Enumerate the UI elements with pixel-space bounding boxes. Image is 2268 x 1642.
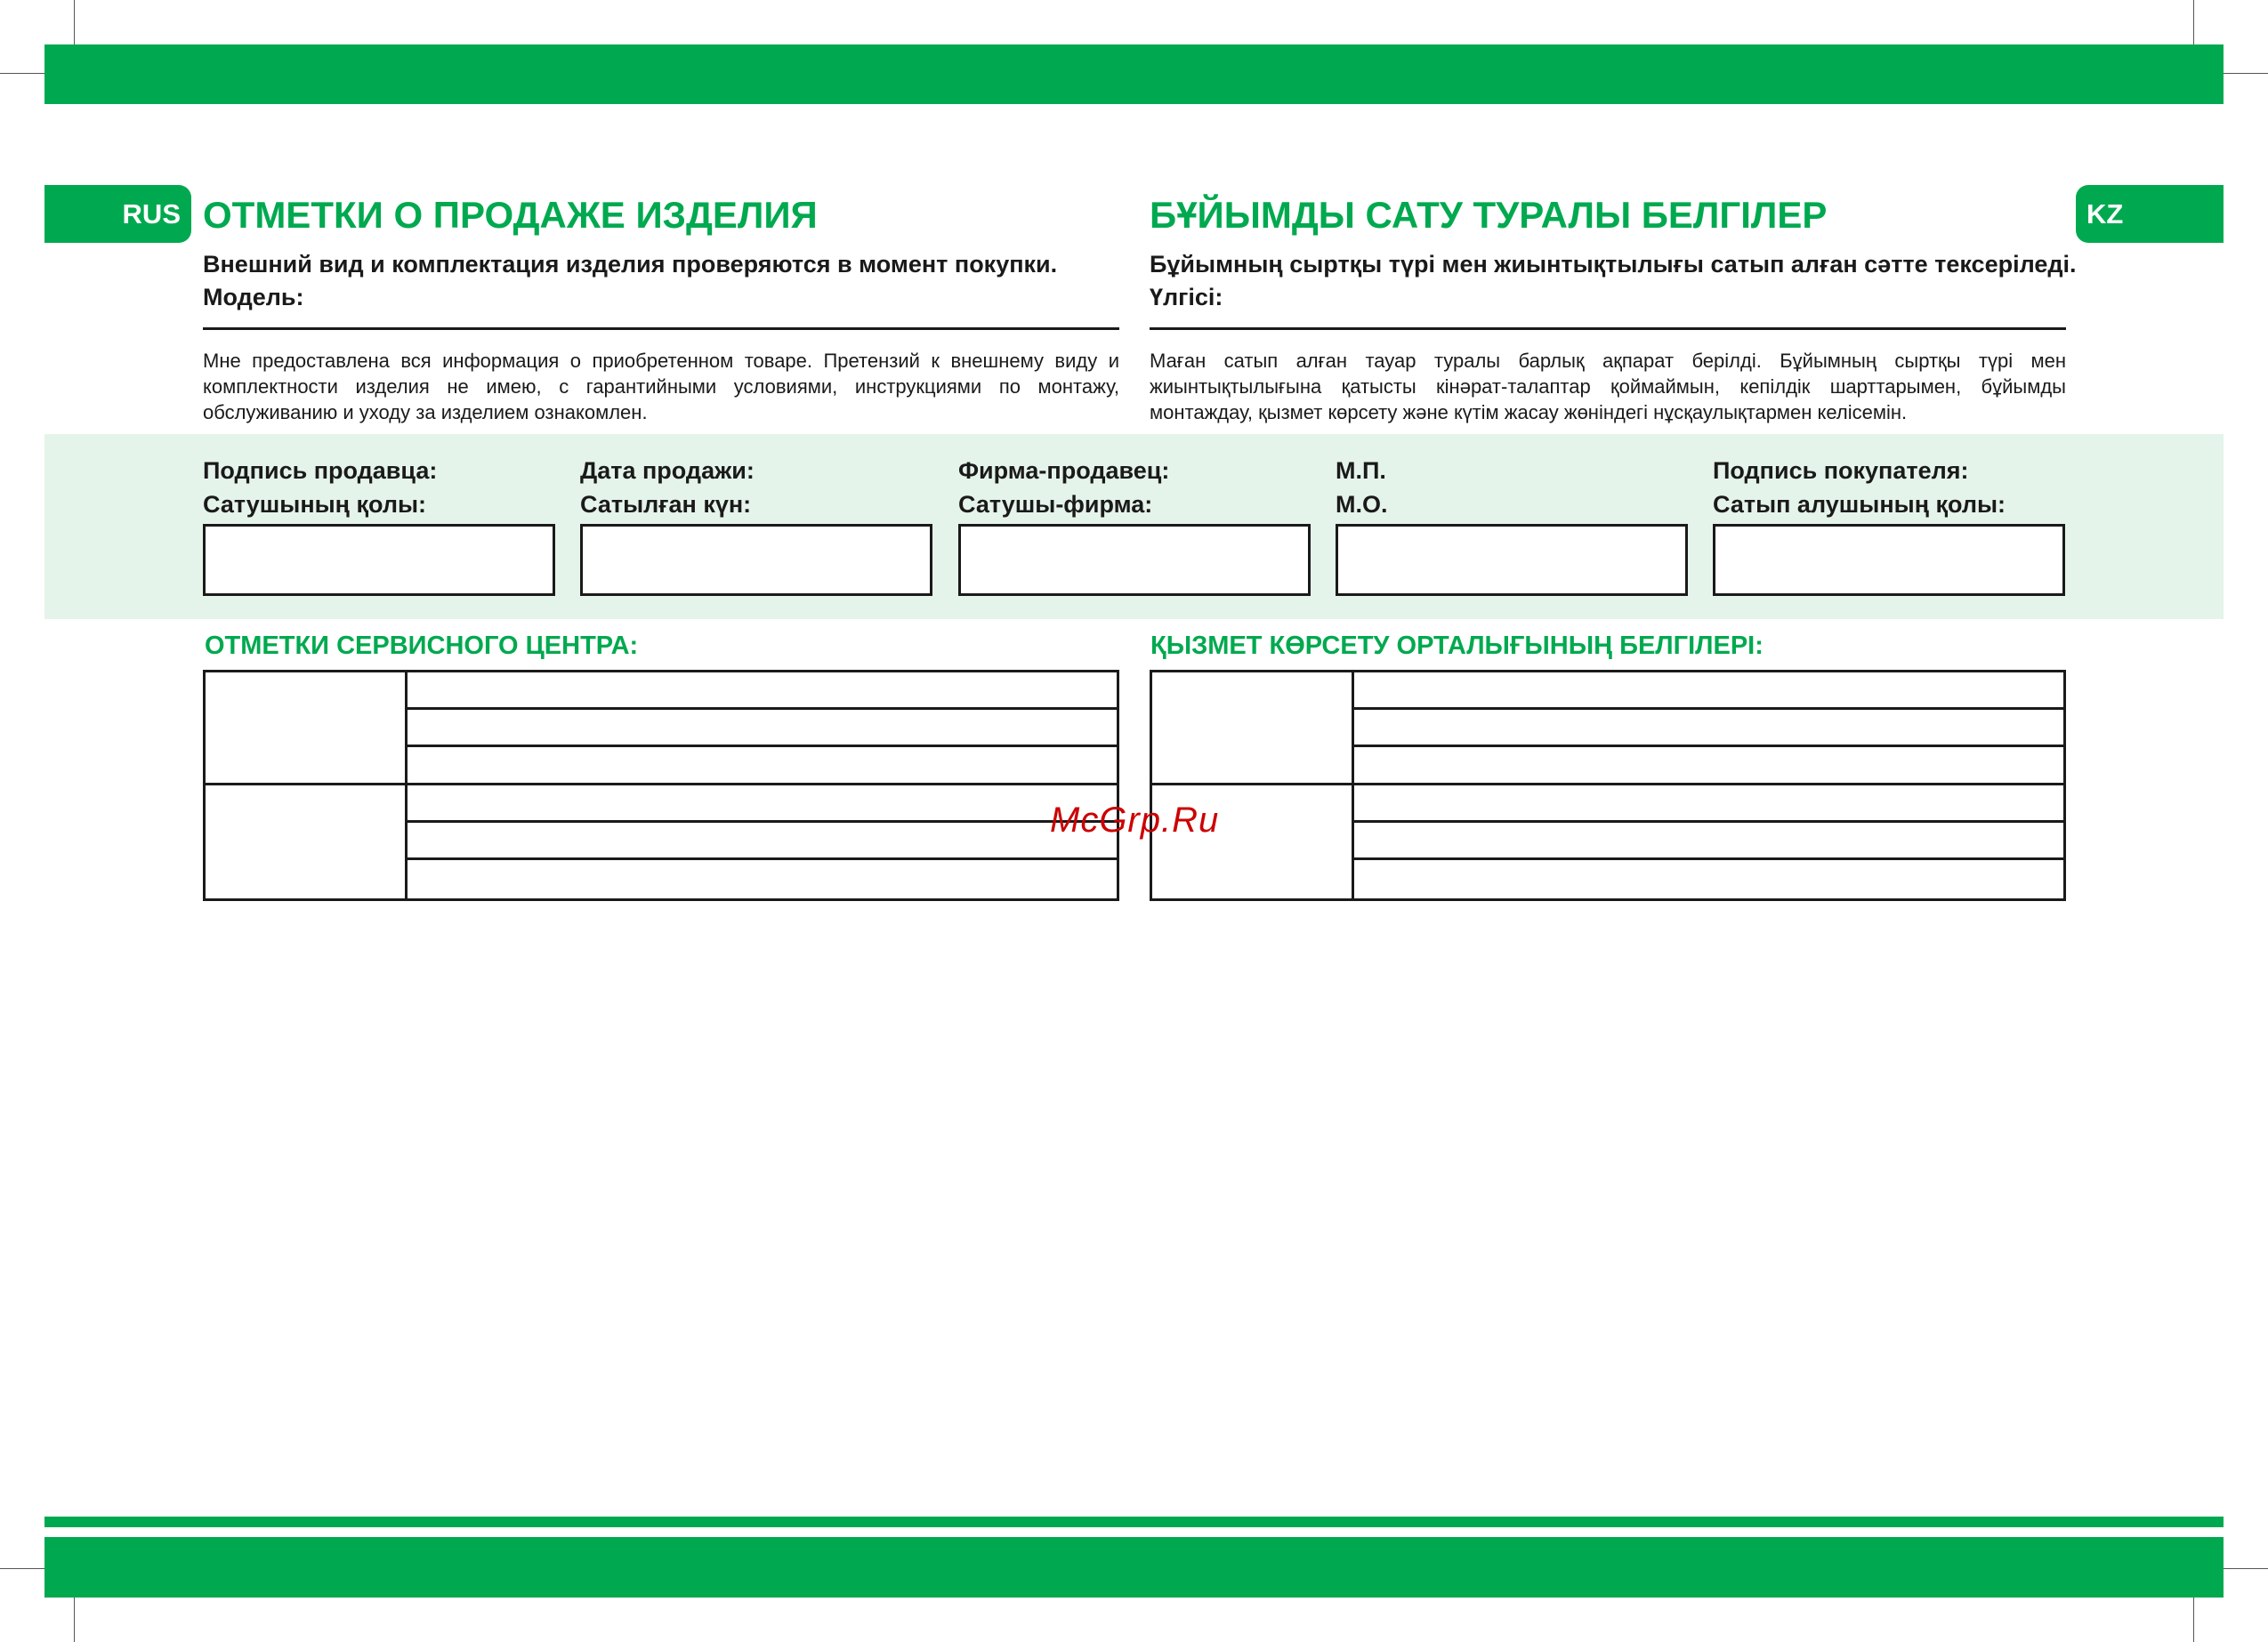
sale-date-label-kz: Сатылған күн: xyxy=(580,491,752,518)
buyer-signature-block xyxy=(1713,454,2065,596)
bottom-green-bar xyxy=(44,1537,2224,1598)
table-row-line xyxy=(405,745,1117,747)
bottom-thin-green-bar xyxy=(44,1517,2224,1527)
crop-mark xyxy=(2216,1568,2268,1569)
ru-service-table xyxy=(203,670,1119,901)
seller-signature-label-ru: Подпись продавца: xyxy=(203,457,438,484)
ru-model-line xyxy=(203,327,1119,330)
seller-company-block xyxy=(958,454,1311,596)
sale-date-block xyxy=(580,454,932,596)
buyer-signature-label-ru: Подпись покупателя: xyxy=(1713,457,1969,484)
kz-model-label: Үлгісі: xyxy=(1150,284,1223,310)
language-tab-kz: KZ xyxy=(2076,185,2224,243)
table-row-line xyxy=(1352,820,2063,823)
table-row-line xyxy=(1352,707,2063,710)
table-row-line xyxy=(1352,745,2063,747)
stamp-block xyxy=(1336,454,1688,596)
table-row-line xyxy=(1352,857,2063,860)
seller-company-label-ru: Фирма-продавец: xyxy=(958,457,1170,484)
kz-paragraph: Маған сатып алған тауар туралы барлық ақпарат берілді. Бұйымның сыртқы түрі мен жиынтықтылығына қатысты кінәрат-талаптар қоймаймын, кепілдік шарттарымен, бұйымды монтаждау, қызмет көрсету және күтім жасау жөніндегі нұсқаулықтармен келісемін. xyxy=(1150,350,2066,423)
ru-paragraph: Мне предоставлена вся информация о приобретенном товаре. Претензий к внешнему виду и комплектности изделия не имею, с гарантийными условиями, инструкциями по монтажу, обслуживанию и уходу за изделием ознакомлен. xyxy=(203,350,1119,423)
crop-mark xyxy=(2193,1590,2194,1642)
kz-section xyxy=(1150,191,2077,425)
seller-company-label-kz: Сатушы-фирма: xyxy=(958,491,1153,518)
table-row-line xyxy=(405,820,1117,823)
top-green-bar xyxy=(44,44,2224,104)
crop-mark xyxy=(74,1590,75,1642)
stamp-label-kz: М.О. xyxy=(1336,491,1388,518)
kz-subtitle: Бұйымның сыртқы түрі мен жиынтықтылығы сатып алған сәтте тексеріледі. xyxy=(1150,251,2077,278)
ru-title: ОТМЕТКИ О ПРОДАЖЕ ИЗДЕЛИЯ xyxy=(203,194,818,236)
buyer-signature-label-kz: Сатып алушының қолы: xyxy=(1713,491,2006,518)
seller-signature-block xyxy=(203,454,555,596)
table-row-line xyxy=(206,783,1117,785)
kz-model-line xyxy=(1150,327,2066,330)
kz-title: БҰЙЫМДЫ САТУ ТУРАЛЫ БЕЛГІЛЕР xyxy=(1150,194,1828,236)
stamp-label-ru: М.П. xyxy=(1336,457,1386,484)
table-row-line xyxy=(405,857,1117,860)
kz-service-title: ҚЫЗМЕТ КӨРСЕТУ ОРТАЛЫҒЫНЫҢ БЕЛГІЛЕРІ: xyxy=(1150,632,1764,660)
table-row-line xyxy=(405,707,1117,710)
sale-date-field[interactable] xyxy=(580,524,932,596)
seller-signature-label-kz: Сатушының қолы: xyxy=(203,491,427,518)
table-row-line xyxy=(1152,783,2063,785)
seller-signature-field[interactable] xyxy=(203,524,555,596)
seller-company-field[interactable] xyxy=(958,524,1311,596)
stamp-field[interactable] xyxy=(1336,524,1688,596)
watermark: McGrp.Ru xyxy=(1050,801,1220,840)
kz-service-table xyxy=(1150,670,2066,901)
buyer-signature-field[interactable] xyxy=(1713,524,2065,596)
ru-service-title: ОТМЕТКИ СЕРВИСНОГО ЦЕНТРА: xyxy=(205,632,639,660)
sale-date-label-ru: Дата продажи: xyxy=(580,457,755,484)
language-tab-rus: RUS xyxy=(44,185,191,243)
ru-model-label: Модель: xyxy=(203,284,304,310)
ru-section xyxy=(203,191,1119,425)
ru-subtitle: Внешний вид и комплектация изделия проверяются в момент покупки. xyxy=(203,251,1058,278)
crop-mark xyxy=(2216,73,2268,74)
